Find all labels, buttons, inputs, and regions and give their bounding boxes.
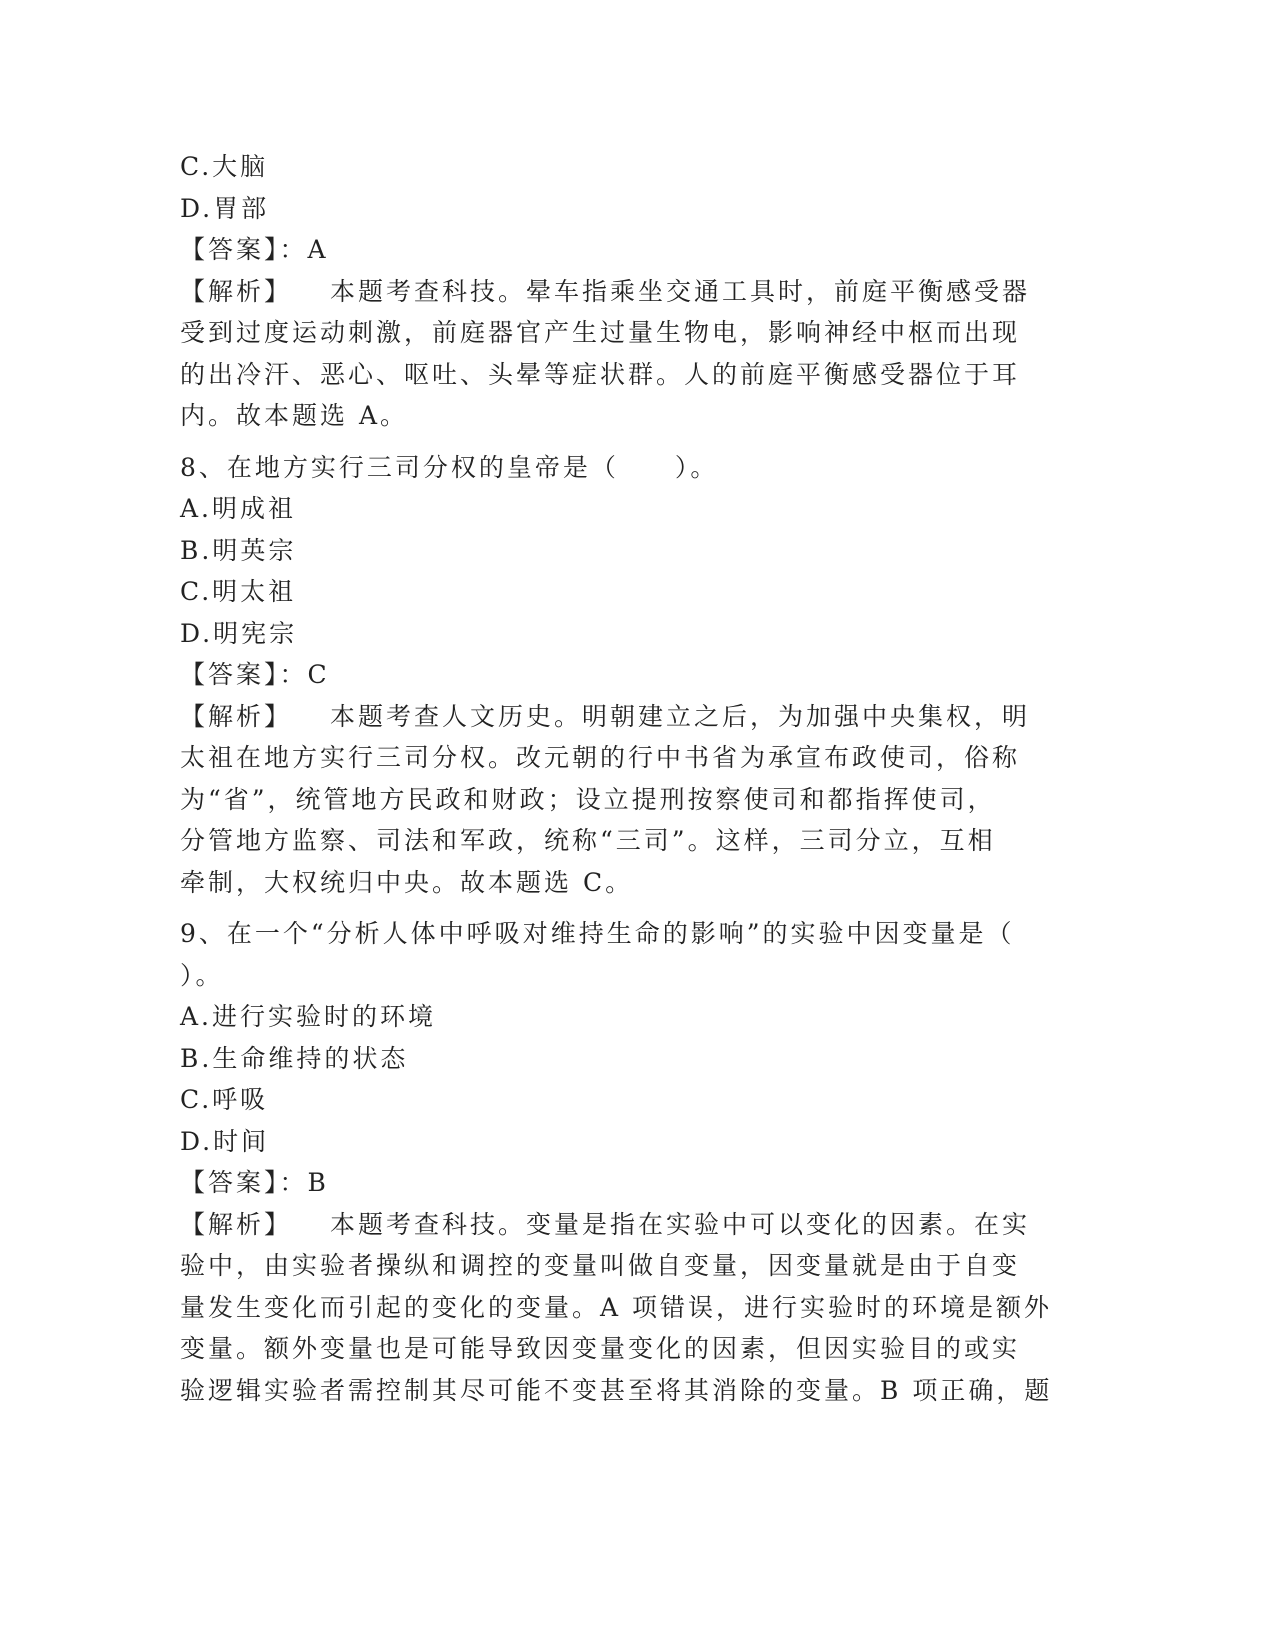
q9-analysis-line-2: 验中，由实验者操纵和调控的变量叫做自变量，因变量就是由于自变 — [180, 1251, 1021, 1280]
q9-analysis-line-3: 量发生变化而引起的变化的变量。A 项错误，进行实验时的环境是额外 — [180, 1292, 1053, 1322]
page-content — [180, 146, 1060, 1411]
q7-option-d: D.胃部 — [180, 193, 270, 223]
paragraph-gap — [180, 903, 1060, 913]
q7-analysis-text-1: 本题考查科技。晕车指乘坐交通工具时，前庭平衡感受器 — [330, 276, 1031, 306]
q8-option-b: B.明英宗 — [180, 535, 297, 565]
q9-analysis-text-1: 本题考查科技。变量是指在实验中可以变化的因素。在实 — [330, 1209, 1031, 1239]
q9-analysis-line-4: 变量。额外变量也是可能导致因变量变化的因素，但因实验目的或实 — [180, 1334, 1021, 1363]
q8-answer: 【答案】：C — [180, 660, 330, 689]
q8-analysis-line-4: 分管地方监察、司法和军政，统称“三司”。这样，三司分立，互相 — [180, 826, 996, 855]
q8-option-c: C.明太祖 — [180, 577, 297, 606]
q8-option-d: D.明宪宗 — [180, 618, 298, 648]
q7-option-c: C.大脑 — [180, 152, 269, 181]
paragraph-gap — [180, 437, 1060, 447]
q9-option-a: A.进行实验时的环境 — [180, 1002, 437, 1031]
q9-answer: 【答案】：B — [180, 1168, 329, 1197]
q8-analysis-line-1 — [180, 696, 1060, 738]
q8-analysis-label: 【解析】 — [180, 701, 293, 731]
q9-analysis-line-5: 验逻辑实验者需控制其尽可能不变甚至将其消除的变量。B 项正确，题 — [180, 1375, 1053, 1405]
q8-analysis-text-1: 本题考查人文历史。明朝建立之后，为加强中央集权，明 — [330, 701, 1031, 731]
q9-option-c: C.呼吸 — [180, 1085, 269, 1114]
q9-question-line-1: 9、在一个“分析人体中呼吸对维持生命的影响”的实验中因变量是（ — [180, 919, 1015, 948]
q7-analysis-line-3: 的出冷汗、恶心、呕吐、头晕等症状群。人的前庭平衡感受器位于耳 — [180, 359, 1021, 389]
q7-analysis-label: 【解析】 — [180, 276, 293, 306]
q9-analysis-line-1 — [180, 1204, 1060, 1246]
q8-question: 8、在地方实行三司分权的皇帝是（ ）。 — [180, 452, 719, 482]
q9-question-line-2: ）。 — [180, 960, 224, 990]
q8-analysis-line-2: 太祖在地方实行三司分权。改元朝的行中书省为承宣布政使司，俗称 — [180, 743, 1021, 772]
q9-option-b: B.生命维持的状态 — [180, 1043, 409, 1073]
q8-option-a: A.明成祖 — [180, 494, 297, 523]
q7-analysis-line-2: 受到过度运动刺激，前庭器官产生过量生物电，影响神经中枢而出现 — [180, 318, 1021, 347]
q7-answer: 【答案】：A — [180, 235, 329, 264]
q9-option-d: D.时间 — [180, 1126, 270, 1156]
q8-analysis-line-5: 牵制，大权统归中央。故本题选 C。 — [180, 867, 634, 897]
q9-analysis-label: 【解析】 — [180, 1209, 293, 1239]
q7-analysis-line-1 — [180, 271, 1060, 313]
q7-analysis-line-4: 内。故本题选 A。 — [180, 401, 409, 430]
q8-analysis-line-3: 为“省”，统管地方民政和财政；设立提刑按察使司和都指挥使司， — [180, 784, 996, 814]
